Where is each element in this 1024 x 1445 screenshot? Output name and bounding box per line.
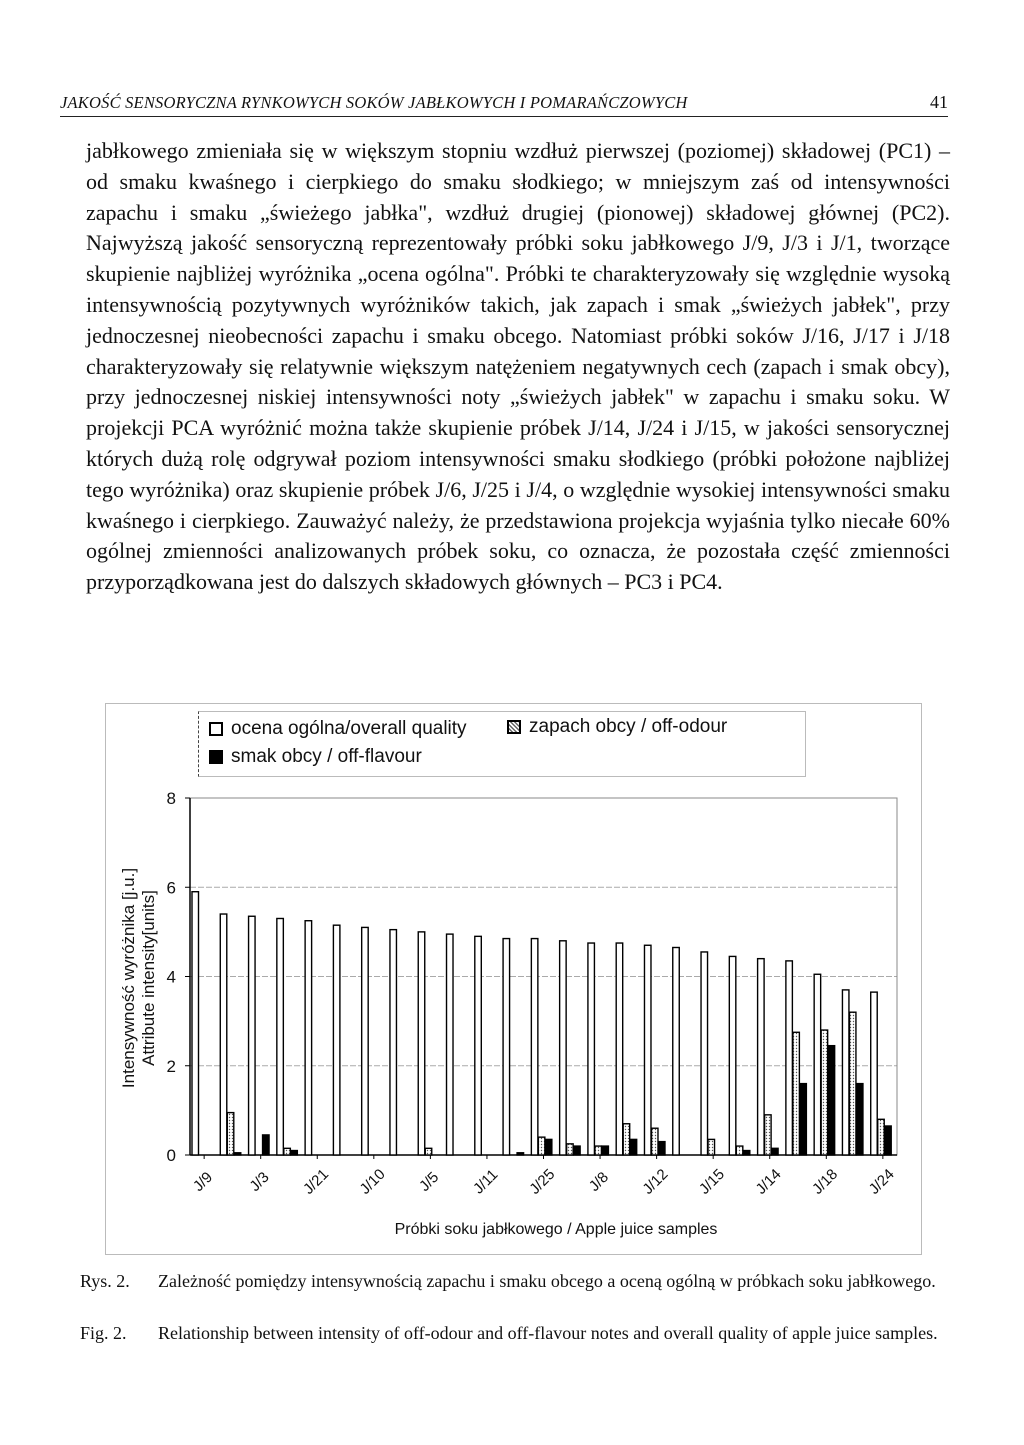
caption-en-tag: Fig. 2.	[80, 1323, 127, 1343]
caption-pl-tag: Rys. 2.	[80, 1271, 130, 1291]
bar-overall-quality	[418, 932, 425, 1155]
bar-off-odour	[793, 1032, 800, 1155]
bar-overall-quality	[503, 939, 510, 1155]
x-tick-label: J/14	[752, 1165, 785, 1198]
bar-off-odour	[651, 1128, 658, 1155]
bar-off-flavour	[263, 1135, 270, 1155]
y-tick-label: 8	[166, 789, 176, 808]
x-tick-label: J/18	[809, 1165, 842, 1198]
bar-off-flavour	[517, 1153, 524, 1155]
caption-en	[80, 1322, 960, 1344]
y-tick-label: 0	[166, 1146, 176, 1165]
y-axis-label: Intensywność wyróżnika [j.u.]	[119, 867, 138, 1089]
caption-pl	[80, 1270, 960, 1292]
page-number: 41	[930, 92, 948, 112]
x-tick-label: J/8	[585, 1168, 612, 1195]
x-tick-label: J/25	[526, 1165, 559, 1198]
y-tick-label: 2	[166, 1056, 176, 1076]
bar-overall-quality	[277, 918, 284, 1155]
bar-off-odour	[765, 1115, 772, 1155]
bar-overall-quality	[362, 927, 369, 1155]
bar-overall-quality	[588, 943, 595, 1155]
bar-overall-quality	[729, 956, 736, 1155]
x-tick-label: J/12	[639, 1165, 672, 1198]
bar-off-odour	[708, 1139, 715, 1155]
x-tick-label: J/11	[470, 1166, 502, 1198]
bar-overall-quality	[644, 945, 651, 1155]
legend-label-odour: zapach obcy / off-odour	[529, 716, 728, 737]
x-tick-label: J/9	[189, 1168, 217, 1195]
bar-overall-quality	[786, 961, 793, 1155]
bar-off-flavour	[828, 1046, 835, 1155]
bar-off-odour	[284, 1148, 291, 1155]
bar-off-flavour	[800, 1084, 807, 1155]
bar-off-flavour	[856, 1084, 863, 1155]
bar-off-flavour	[743, 1151, 750, 1155]
bar-off-odour	[538, 1137, 545, 1155]
x-tick-label: J/15	[695, 1165, 729, 1198]
x-axis-label: Próbki soku jabłkowego / Apple juice samples	[394, 1221, 718, 1238]
bar-off-odour	[878, 1119, 885, 1155]
bar-overall-quality	[842, 990, 849, 1155]
bar-off-flavour	[545, 1139, 552, 1155]
bar-overall-quality	[390, 930, 397, 1155]
x-tick-label: J/24	[865, 1165, 898, 1198]
bar-off-flavour	[291, 1151, 298, 1155]
bar-off-odour	[595, 1146, 602, 1155]
bar-overall-quality	[871, 992, 878, 1155]
y-tick-label: 6	[166, 878, 176, 898]
bar-overall-quality	[447, 934, 454, 1155]
caption-en-text: Relationship between intensity of off-odour and off-flavour notes and overall quality of apple juice samples.	[158, 1323, 938, 1343]
bar-off-flavour	[574, 1146, 581, 1155]
bar-off-odour	[425, 1148, 432, 1155]
x-tick-label: J/3	[246, 1168, 273, 1195]
x-tick-label: J/10	[356, 1165, 389, 1198]
bar-overall-quality	[531, 939, 538, 1155]
running-title: JAKOŚĆ SENSORYCZNA RYNKOWYCH SOKÓW JABŁKOWYCH I POMARAŃCZOWYCH	[60, 93, 688, 112]
y-axis-label-secondary: Attribute intensity[units]	[139, 890, 158, 1066]
bar-overall-quality	[758, 959, 765, 1155]
bar-overall-quality	[560, 941, 567, 1155]
bar-off-odour	[849, 1012, 856, 1155]
bar-off-flavour	[885, 1126, 892, 1155]
x-tick-label: J/5	[416, 1168, 443, 1195]
legend-label-flavour: smak obcy / off-flavour	[231, 746, 422, 767]
bar-overall-quality	[475, 936, 482, 1155]
bar-overall-quality	[673, 947, 680, 1155]
bar-overall-quality	[616, 943, 623, 1155]
bar-off-flavour	[630, 1139, 637, 1155]
caption-pl-text: Zależność pomiędzy intensywnością zapachu i smaku obcego a oceną ogólną w próbkach soku jabłkowego.	[158, 1271, 936, 1291]
bar-overall-quality	[701, 952, 708, 1155]
bar-overall-quality	[333, 925, 340, 1155]
bar-off-odour	[227, 1113, 234, 1155]
bar-overall-quality	[249, 916, 256, 1155]
bar-off-flavour	[658, 1142, 665, 1155]
body-paragraph: jabłkowego zmieniała się w większym stopniu wzdłuż pierwszej (poziomej) składowej (PC1) – od smaku kwaśnego i cierpkiego do smaku słodkiego; w mniejszym zaś od intensywności zapachu i smaku „świeżego jabłka", wzdłuż drugiej (pionowej) składowej głównej (PC2). Najwyższą jakość sensoryczną reprezentowały próbki soku jabłkowego J/9, J/3 i J/1, tworzące skupienie najbliżej wyróżnika „ocena ogólna". Próbki te charakteryzowały się względnie wysoką intensywnością pozytywnych wyróżników takich, jak zapach i smak „świeżych jabłek", przy jednoczesnej nieobecności zapachu i smaku obcego. Natomiast próbki soków J/16, J/17 i J/18 charakteryzowały się relatywnie większym natężeniem negatywnych cech (zapach i smak obcy), przy jednoczesnej niskiej intensywności noty „świeżych jabłek" w zapachu i smaku soku. W projekcji PCA wyróżnić można także skupienie próbek J/14, J/24 i J/15, w jakości sensorycznej których dużą rolę odgrywał poziom intensywności smaku słodkiego (próbki położone najbliżej tego wyróżnika) oraz skupienie próbek J/6, J/25 i J/4, o względnie wysokiej intensywności smaku kwaśnego i cierpkiego. Zauważyć należy, że przedstawiona projekcja wyjaśnia tylko niecałe 60% ogólnej zmienności analizowanych próbek soku, co oznacza, że pozostała część zmienności przyporządkowana jest do dalszych składowych głównych – PC3 i PC4.	[86, 138, 950, 595]
y-tick-label: 4	[166, 967, 176, 987]
bar-overall-quality	[192, 892, 199, 1155]
bars-layer	[192, 892, 891, 1155]
bar-off-odour	[736, 1146, 743, 1155]
legend-label-overall: ocena ogólna/overall quality	[231, 718, 467, 739]
bar-off-flavour	[234, 1153, 241, 1155]
bar-off-odour	[821, 1030, 828, 1155]
x-tick-label: J/21	[300, 1165, 333, 1198]
bar-off-odour	[623, 1124, 630, 1155]
bar-overall-quality	[220, 914, 227, 1155]
bar-off-flavour	[602, 1146, 609, 1155]
bar-overall-quality	[305, 921, 312, 1155]
bar-off-odour	[567, 1144, 574, 1155]
bar-off-flavour	[772, 1148, 779, 1155]
bar-overall-quality	[814, 974, 821, 1155]
